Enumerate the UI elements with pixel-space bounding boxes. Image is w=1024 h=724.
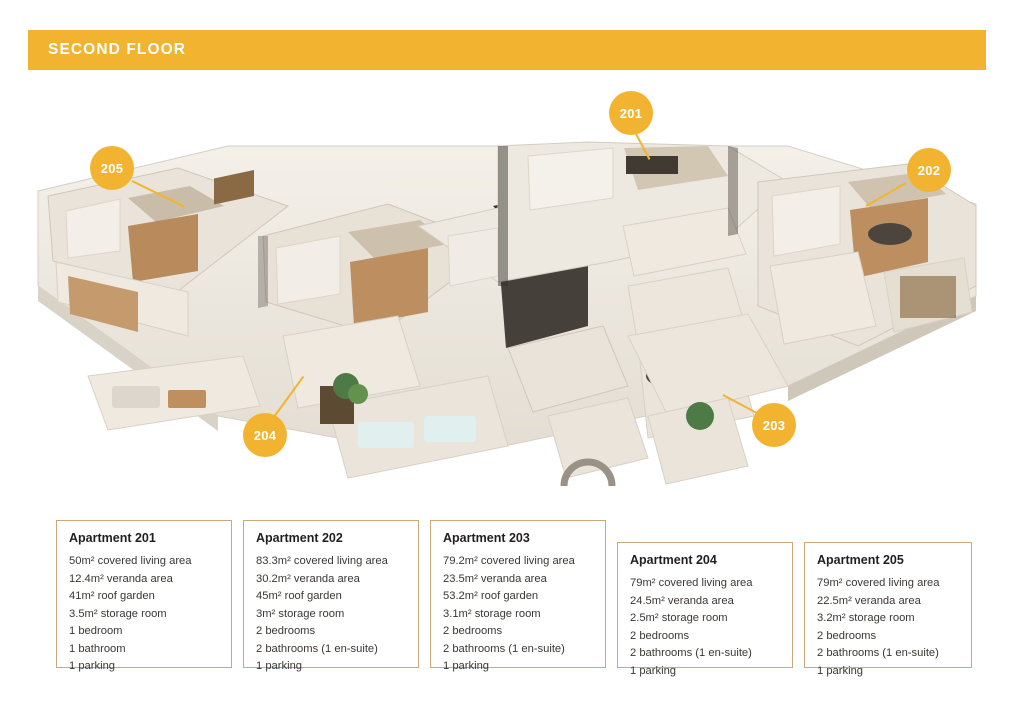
list-item: 3.5m² storage room	[69, 607, 167, 620]
list-item: 2 bedrooms	[817, 629, 877, 642]
list-item: 1 parking	[817, 664, 864, 677]
list-item: 22.5m² veranda area	[817, 594, 921, 607]
list-item: 1 parking	[256, 660, 303, 672]
list-item: 41m² roof garden	[69, 590, 155, 602]
list-item: 1 bathroom	[69, 642, 126, 655]
marker-204-label: 204	[253, 427, 277, 443]
floor-header-banner	[28, 30, 986, 70]
list-item: 3.2m² storage room	[817, 612, 915, 624]
legend-card-list	[630, 575, 780, 680]
legend-card-list	[69, 553, 219, 676]
list-item: 1 parking	[69, 660, 116, 672]
list-item: 53.2m² roof garden	[443, 590, 539, 602]
marker-203[interactable]	[752, 403, 796, 447]
marker-203-label: 203	[762, 417, 786, 433]
list-item: 2 bedrooms	[630, 629, 690, 642]
legend-card-title: Apartment 201	[69, 531, 156, 545]
list-item: 2 bathrooms (1 en-suite)	[630, 647, 752, 659]
list-item: 2 bedrooms	[443, 625, 503, 637]
legend-card-apartment-202	[243, 520, 419, 672]
marker-202[interactable]	[907, 148, 951, 192]
list-item: 79m² covered living area	[817, 577, 940, 589]
list-item: 1 parking	[630, 664, 677, 677]
legend-card-list	[256, 553, 406, 676]
list-item: 2 bedrooms	[256, 625, 316, 637]
legend-card-title: Apartment 204	[630, 553, 717, 567]
list-item: 30.2m² veranda area	[256, 572, 360, 585]
list-item: 2 bathrooms (1 en-suite)	[817, 647, 939, 659]
marker-201[interactable]	[609, 91, 653, 135]
legend-card-list	[443, 553, 593, 676]
unit-202-mass	[758, 164, 976, 346]
list-item: 12.4m² veranda area	[69, 572, 173, 585]
list-item: 24.5m² veranda area	[630, 594, 734, 607]
list-item: 3.1m² storage room	[443, 607, 541, 620]
list-item: 2 bathrooms (1 en-suite)	[256, 642, 378, 655]
legend-card-apartment-205	[804, 542, 972, 677]
list-item: 79m² covered living area	[630, 577, 753, 589]
legend-card-list	[817, 575, 959, 680]
list-item: 45m² roof garden	[256, 590, 342, 602]
list-item: 2.5m² storage room	[630, 612, 728, 624]
list-item: 50m² covered living area	[69, 555, 192, 567]
legend-card-apartment-201	[56, 520, 232, 672]
marker-204[interactable]	[243, 413, 287, 457]
list-item: 83.3m² covered living area	[256, 555, 388, 567]
list-item: 2 bathrooms (1 en-suite)	[443, 642, 565, 655]
list-item: 1 bedroom	[69, 625, 123, 637]
apartment-legend	[56, 516, 972, 676]
list-item: 3m² storage room	[256, 607, 345, 620]
list-item: 79.2m² covered living area	[443, 555, 575, 567]
isometric-floorplan-svg	[28, 86, 986, 486]
marker-205[interactable]	[90, 146, 134, 190]
legend-card-apartment-204	[617, 542, 793, 677]
list-item: 23.5m² veranda area	[443, 572, 547, 585]
legend-card-apartment-203	[430, 520, 606, 672]
list-item: 1 parking	[443, 660, 490, 672]
marker-205-label: 205	[100, 160, 124, 176]
legend-card-title: Apartment 203	[443, 531, 530, 545]
marker-202-label: 202	[917, 162, 941, 178]
floorplan-illustration	[28, 86, 986, 486]
legend-card-title: Apartment 202	[256, 531, 343, 545]
page-title: SECOND FLOOR	[48, 41, 187, 58]
marker-201-label: 201	[619, 105, 643, 121]
legend-card-title: Apartment 205	[817, 553, 904, 567]
